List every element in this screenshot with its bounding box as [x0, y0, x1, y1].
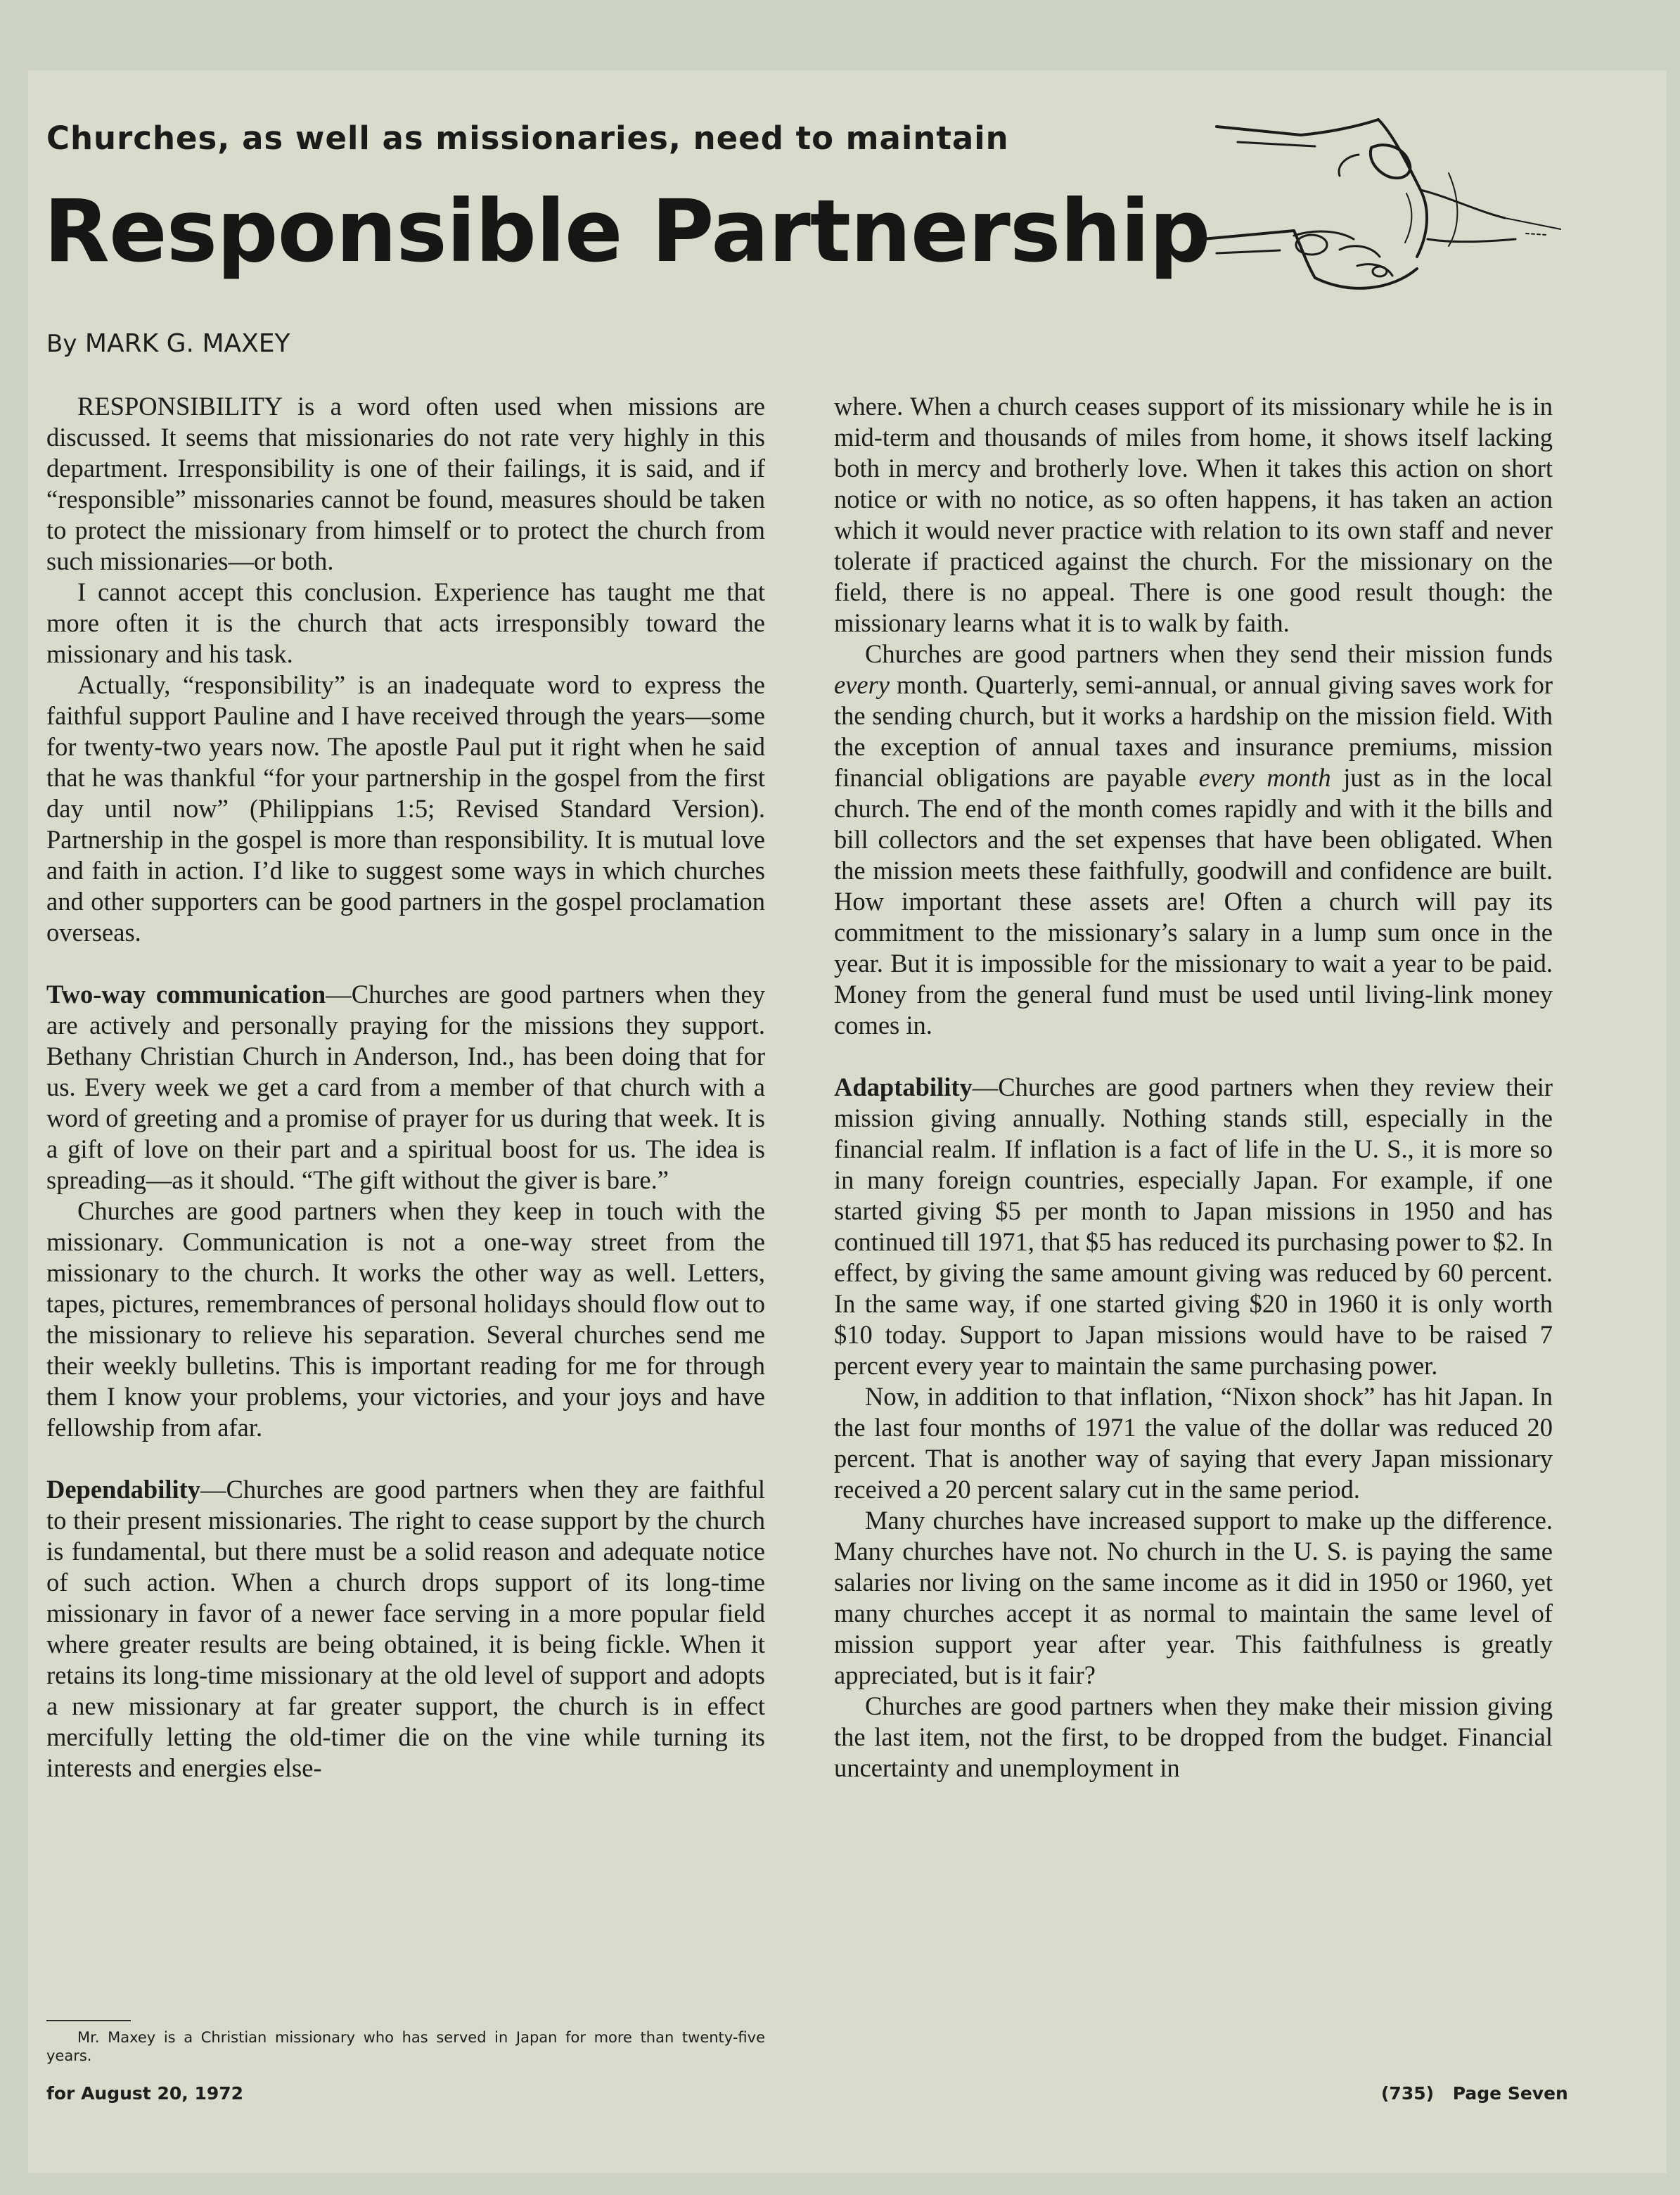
byline: [46, 329, 290, 358]
section-text: —Churches are good partners when they are actively and personally praying for the missions they support. Bethany Christian Church in Anderson, Ind., has been doing that for us. Every week we get a card from a member of that church with a word of greeting and a promise of prayer for us during that week. It is a gift of love on their part and a spiritual boost for us. The idea is spreading—as it should. “The gift without the giver is bare.”: [46, 980, 765, 1194]
section-paragraph: [46, 979, 765, 1196]
right-column: [834, 391, 1553, 1784]
issue-date: for August 20, 1972: [46, 2083, 244, 2104]
section-text: —Churches are good partners when they are faithful to their present missionaries. The right to cease support by the church is fundamental, but there must be a solid reason and adequate notice of such action. When a church drops support of its long-time missionary in favor of a newer face serving in a more popular field where greater results are being obtained, it is being fickle. When it retains its long-time missionary at the old level of support and adopts a new missionary at far greater support, the church is in effect mercifully letting the old-timer die on the vine while turning its interests and energies else-: [46, 1475, 765, 1782]
page-label: Page Seven: [1452, 2083, 1568, 2104]
text-run: just as in the local church. The end of the month comes rapidly and with it the bills and bill collectors and the set expenses that have been obligated. When the mission meets these faithfully, goodwill and confidence are built. How important these assets are! Often a church will pay its commitment to the missionary’s salary in a lump sum once in the year. But it is impossible for the missionary to wait a year to be paid. Money from the general fund must be used until living-link money comes in.: [834, 763, 1553, 1039]
text-run: month. Quarterly, semi-annual, or annual giving saves work for the sending church, but it works a hardship on the mission field. With the exception of annual taxes and insurance premiums, mission financial obligations are payable: [834, 670, 1553, 792]
paragraph: Many churches have increased support to make up the difference. Many churches have not. No church in the U. S. is paying the same salaries nor living on the same income as it did in 1950 or 1960, yet many churches accept it as normal to maintain the same level of mission support year after year. This faithfulness is greatly appreciated, but is it fair?: [834, 1506, 1553, 1689]
page-sequence-number: (735): [1381, 2083, 1435, 2104]
paragraph: [834, 639, 1553, 1041]
emphasis: every month: [1198, 763, 1331, 792]
paragraph: Churches are good partners when they make their mission giving the last item, not the first, to be dropped from the budget. Financial uncertainty and unemployment in: [834, 1691, 1553, 1782]
footnote-rule: [46, 2020, 131, 2021]
paragraph: Now, in addition to that inflation, “Nixon shock” has hit Japan. In the last four months of 1971 the value of the dollar was reduced 20 percent. That is another way of saying that every Japan missionary received a 20 percent salary cut in the same period.: [834, 1382, 1553, 1504]
byline-by: By: [46, 330, 77, 358]
paragraph: I cannot accept this conclusion. Experience has taught me that more often it is the church that acts irresponsibly toward the missionary and his task.: [46, 577, 765, 668]
handshake-icon: [1195, 105, 1561, 331]
paragraph: Actually, “responsibility” is an inadequate word to express the faithful support Pauline and I have received through the years—some for twenty-two years now. The apostle Paul put it right when he said that he was thankful “for your partnership in the gospel from the first day until now” (Philippians 1:5; Revised Standard Version). Partnership in the gospel is more than responsibility. It is mutual love and faith in action. I’d like to suggest some ways in which churches and other supporters can be good partners in the gospel proclamation overseas.: [46, 670, 765, 947]
byline-author: MARK G. MAXEY: [84, 329, 290, 358]
page-folio: [1381, 2083, 1568, 2104]
paragraph: Churches are good partners when they keep in touch with the missionary. Communication is not a one-way street from the missionary to the church. It works the other way as well. Letters, tapes, pictures, remembrances of personal holidays should flow out to the missionary to relieve his separation. Several churches send me their weekly bulletins. This is important reading for me for through them I know your problems, your victories, and your joys and have fellowship from afar.: [46, 1196, 765, 1442]
section-paragraph: [834, 1072, 1553, 1381]
paragraph: RESPONSIBILITY is a word often used when missions are discussed. It seems that missionaries do not rate very highly in this department. Irresponsibility is one of their failings, it is said, and if “responsible” missonaries cannot be found, measures should be taken to protect the missionary from himself or to protect the church from such missionaries—or both.: [46, 392, 765, 575]
section-heading: Two-way communication: [46, 980, 326, 1009]
left-column: [46, 391, 765, 1784]
paragraph: where. When a church ceases support of its missionary while he is in mid-term and thousands of miles from home, it shows itself lacking both in mercy and brotherly love. When it takes this action on short notice or with no notice, as so often happens, it has taken an action which it would never practice with relation to its own staff and never tolerate if practiced against the church. For the missionary on the field, there is no appeal. There is one good result though: the missionary learns what it is to walk by faith.: [834, 392, 1553, 637]
section-text: —Churches are good partners when they review their mission giving annually. Nothing stands still, especially in the financial realm. If inflation is a fact of life in the U. S., it is more so in many foreign countries, especially Japan. For example, if one started giving $5 per month to Japan missions in 1950 and has continued till 1971, that $5 has reduced its purchasing power to $2. In effect, by giving the same amount giving was reduced by 60 percent. In the same way, if one started giving $20 in 1960 it is only worth $10 today. Support to Japan missions would have to be raised 7 percent every year to maintain the same purchasing power.: [834, 1073, 1553, 1380]
article-kicker: Churches, as well as missionaries, need to maintain: [46, 120, 1009, 157]
emphasis: every: [834, 670, 890, 699]
author-footnote: Mr. Maxey is a Christian missionary who has served in Japan for more than twenty-five years.: [46, 2029, 765, 2064]
text-run: Churches are good partners when they send their mission funds: [865, 639, 1553, 668]
article-title: Responsible Partnership: [44, 181, 1210, 281]
section-heading: Dependability: [46, 1475, 201, 1504]
section-heading: Adaptability: [834, 1073, 973, 1101]
section-paragraph: [46, 1474, 765, 1784]
